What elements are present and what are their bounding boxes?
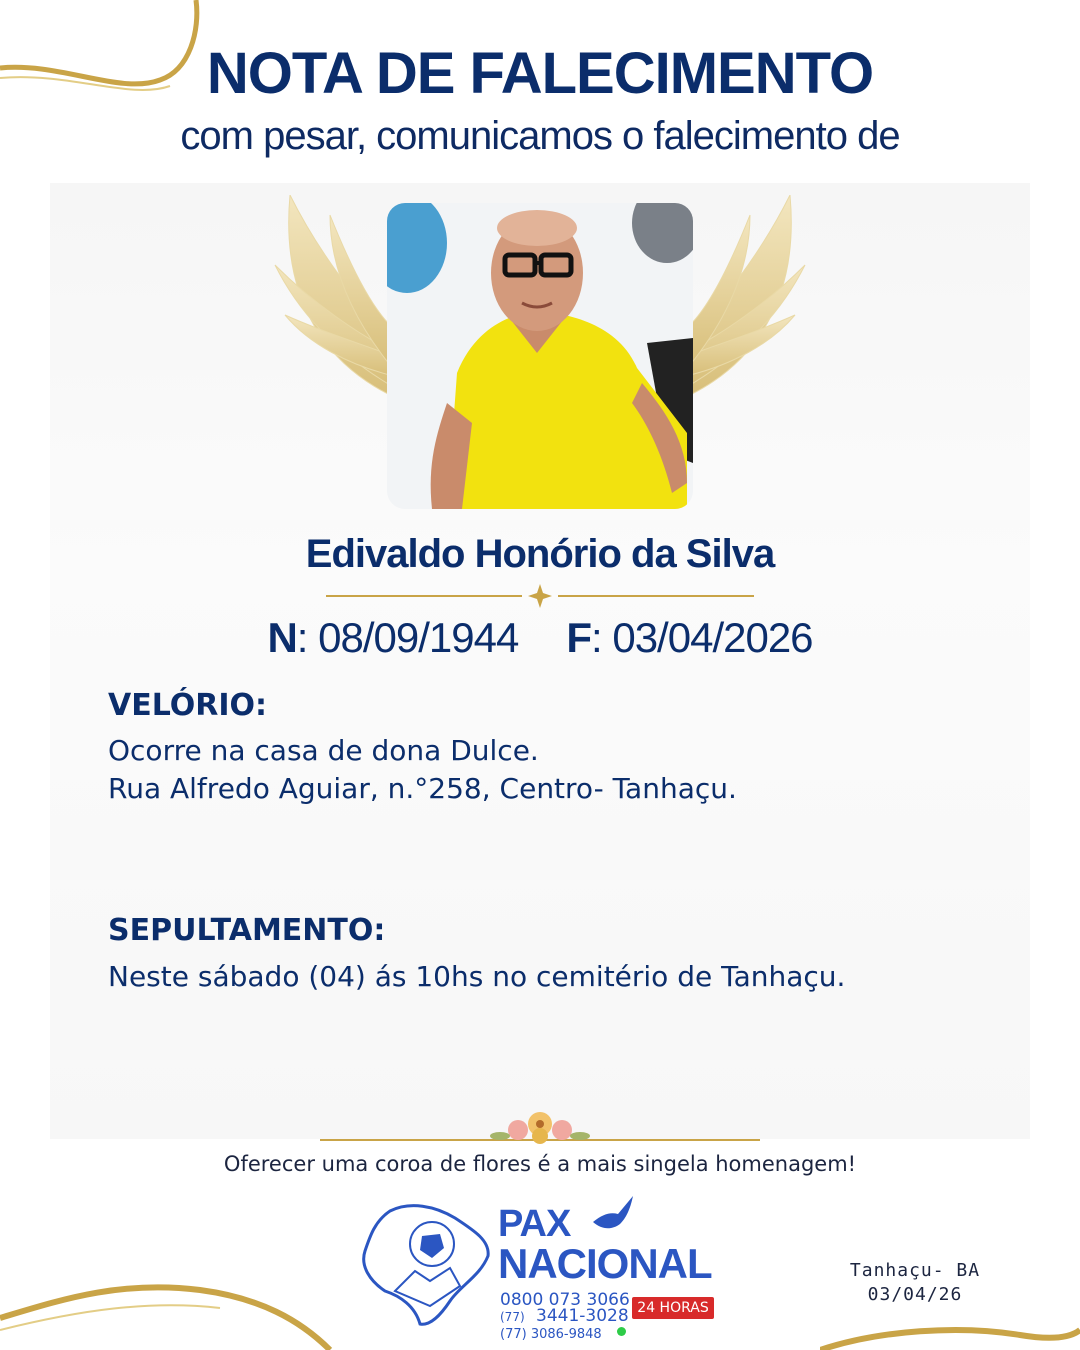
gold-swoosh-bottom-left [0,1270,340,1350]
velorio-title: VELÓRIO: [108,688,268,723]
sparkle-icon [528,584,552,608]
deceased-name: Edivaldo Honório da Silva [305,532,775,576]
dove-icon [588,1194,638,1234]
phone-2-prefix: (77) [500,1310,525,1324]
phone-3: (77) 3086-9848 [500,1327,602,1342]
sepultamento-line-1: Neste sábado (04) ás 10hs no cemitério de Tanhaçu. [108,960,846,993]
death-label: F [566,614,591,661]
24h-badge: 24 HORAS [632,1297,714,1319]
brazil-map-icon [360,1196,495,1331]
gold-divider [322,584,758,608]
phone-tollfree: 0800 073 3066 [500,1290,630,1310]
birth-date: : 08/09/1944 [296,614,519,661]
velorio-line-2: Rua Alfredo Aguiar, n.°258, Centro- Tanhaçu. [108,772,737,805]
deceased-portrait [387,203,693,509]
life-dates [0,614,1080,662]
sepultamento-title: SEPULTAMENTO: [108,913,386,948]
phone-2: 3441-3028 [536,1306,629,1326]
whatsapp-icon [617,1327,626,1336]
publish-date: 03/04/26 [867,1284,963,1305]
gold-swoosh-bottom-right [820,1300,1080,1350]
page-title: NOTA DE FALECIMENTO [206,41,874,106]
velorio-line-1: Ocorre na casa de dona Dulce. [108,734,539,767]
brand-name-line-2: NACIONAL [498,1240,712,1287]
brand-name-line-1: PAX [498,1203,571,1245]
page-subtitle: com pesar, comunicamos o falecimento de [180,114,900,158]
birth-label: N [267,614,297,661]
city-label: Tanhaçu- BA [849,1260,981,1281]
tribute-message: Oferecer uma coroa de flores é a mais singela homenagem! [223,1152,857,1176]
flower-bouquet-icon [300,1106,780,1150]
death-date: : 03/04/2026 [591,614,813,661]
